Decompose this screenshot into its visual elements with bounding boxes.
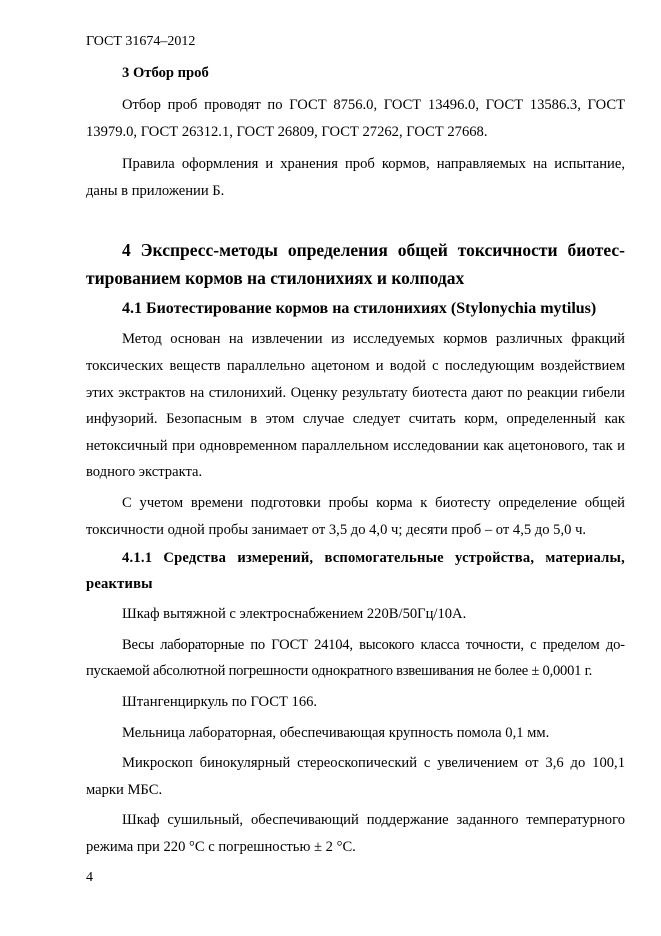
- equipment-item: Мельница лабораторная, обеспечивающая крупность помола 0,1 мм.: [122, 724, 550, 741]
- section-4-1-1-heading: 4.1.1 Средства измерений, вспомогательные устройства, материалы, реактивы: [86, 550, 625, 593]
- equipment-item: Шкаф вытяжной с электроснабжением 220В/50Гц/10А.: [122, 606, 467, 623]
- document-header: ГОСТ 31674–2012: [86, 34, 196, 49]
- section-3-paragraph-2: Правила оформления и хранения проб кормов, направляемых на испытание, даны в приложении Б.: [86, 156, 625, 199]
- equipment-item: Шкаф сушильный, обеспечивающий поддержание заданного температурного режима при 220 °С с погрешностью ± 2 °С.: [86, 812, 625, 855]
- equipment-item: Весы лабораторные по ГОСТ 24104, высокого класса точности, с пределом допускаемой абсолютной погрешности однократного взвешивания не более ± 0,0001 г.: [86, 636, 625, 680]
- section-4-1-heading: 4.1 Биотестирование кормов на стилонихиях (Stylonychia mytilus): [122, 300, 597, 318]
- section-4-1-paragraph-1: Метод основан на извлечении из исследуемых кормов различных фракций токсических веществ параллельно ацетоном и водой с последующим воздействием этих экстрактов на стилонихий. Оценку результату биотеста дают по реакции гибели инфузорий. Безопасным в этом случае следует считать корм, определенный как нетоксичный при одновременном параллельном исследовании как ацетонового, так и водного экстракта.: [86, 331, 625, 481]
- equipment-item: Микроскоп бинокулярный стереоскопический с увеличением от 3,6 до 100,1 марки МБС.: [86, 755, 625, 798]
- section-4-1-paragraph-2: С учетом времени подготовки пробы корма к биотесту определение общей токсичности одной пробы занимает от 3,5 до 4,0 ч; десяти проб – от 4,5 до 5,0 ч.: [86, 494, 625, 538]
- section-3-heading: 3 Отбор проб: [122, 65, 209, 81]
- section-3-paragraph-1: Отбор проб проводят по ГОСТ 8756.0, ГОСТ 13496.0, ГОСТ 13586.3, ГОСТ 13979.0, ГОСТ 26312.1, ГОСТ 26809, ГОСТ 27262, ГОСТ 27668.: [86, 97, 625, 140]
- equipment-item: Штангенциркуль по ГОСТ 166.: [122, 693, 318, 710]
- page-content: [86, 64, 625, 860]
- section-4-heading: 4 Экспресс-методы определения общей токсичности биотестированием кормов на стилонихиях и колподах: [86, 240, 625, 289]
- page-number: 4: [86, 870, 93, 885]
